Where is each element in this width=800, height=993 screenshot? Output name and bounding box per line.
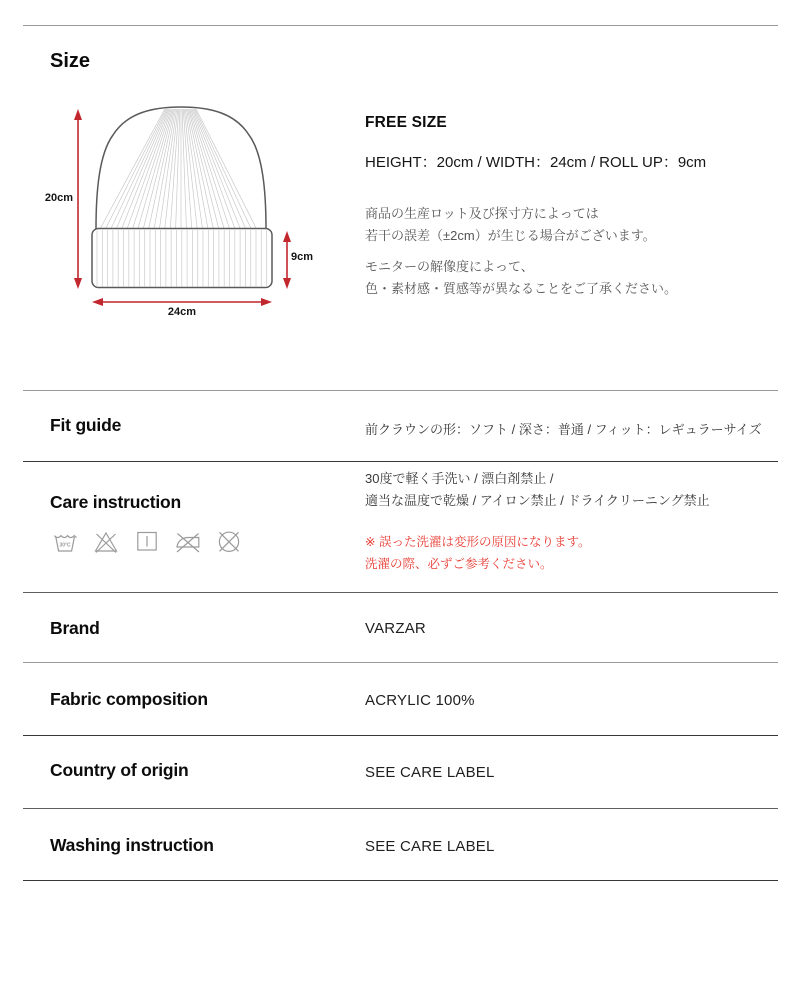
fabric-composition-label: Fabric composition [50, 689, 208, 709]
note-line: 若干の誤差（±2cm）が生じる場合がございます。 [365, 227, 656, 243]
divider [23, 808, 778, 809]
country-of-origin-label: Country of origin [50, 760, 189, 780]
rollup-dimension-label: 9cm [291, 251, 314, 263]
no-iron-icon [174, 527, 202, 555]
care-warning-line: 洗濯の際、必ずご参考ください。 [365, 557, 553, 571]
fabric-composition-value: ACRYLIC 100% [365, 692, 475, 709]
size-section-title: Size [50, 50, 91, 72]
divider [23, 25, 778, 26]
fit-guide-value: 前クラウンの形：ソフト / 深さ：普通 / フィット：レギュラーサイズ [365, 422, 762, 437]
beanie-illustration [40, 100, 330, 330]
svg-text:30°C: 30°C [59, 542, 71, 549]
care-instruction-label: Care instruction [50, 492, 181, 512]
no-bleach-icon [92, 527, 120, 555]
handwash-30-icon [51, 527, 79, 555]
free-size-heading: FREE SIZE [365, 114, 447, 131]
care-warning-text [365, 531, 590, 575]
divider [23, 592, 778, 593]
note-line: 色・素材感・質感等が異なることをご了承ください。 [365, 280, 678, 296]
brand-value: VARZAR [365, 620, 426, 637]
divider [23, 461, 778, 462]
divider [23, 735, 778, 736]
brand-label: Brand [50, 618, 100, 638]
care-line: 30度で軽く手洗い / 漂白剤禁止 / [365, 471, 554, 486]
laundry-icon-row [51, 527, 243, 555]
washing-instruction-label: Washing instruction [50, 835, 214, 855]
country-of-origin-value: SEE CARE LABEL [365, 764, 495, 781]
divider [23, 662, 778, 663]
divider [23, 880, 778, 881]
note-line: モニターの解像度によって、 [365, 259, 534, 274]
fit-guide-label: Fit guide [50, 415, 122, 435]
dimensions-text: HEIGHT：20cm / WIDTH：24cm / ROLL UP：9cm [365, 154, 707, 171]
note-line: 商品の生産ロット及び探寸方によっては [365, 206, 599, 221]
width-dimension-label: 24cm [167, 306, 197, 318]
production-tolerance-note [365, 203, 656, 246]
divider [23, 390, 778, 391]
line-dry-icon [133, 527, 161, 555]
no-dryclean-icon [215, 527, 243, 555]
care-instruction-text [365, 468, 710, 512]
care-line: 適当な温度で乾燥 / アイロン禁止 / ドライクリーニング禁止 [365, 493, 710, 508]
care-warning-line: ※ 誤った洗濯は変形の原因になります。 [365, 535, 591, 549]
monitor-color-note [365, 256, 677, 299]
height-dimension-label: 20cm [44, 192, 73, 204]
beanie-size-diagram [40, 100, 330, 330]
washing-instruction-value: SEE CARE LABEL [365, 838, 495, 855]
